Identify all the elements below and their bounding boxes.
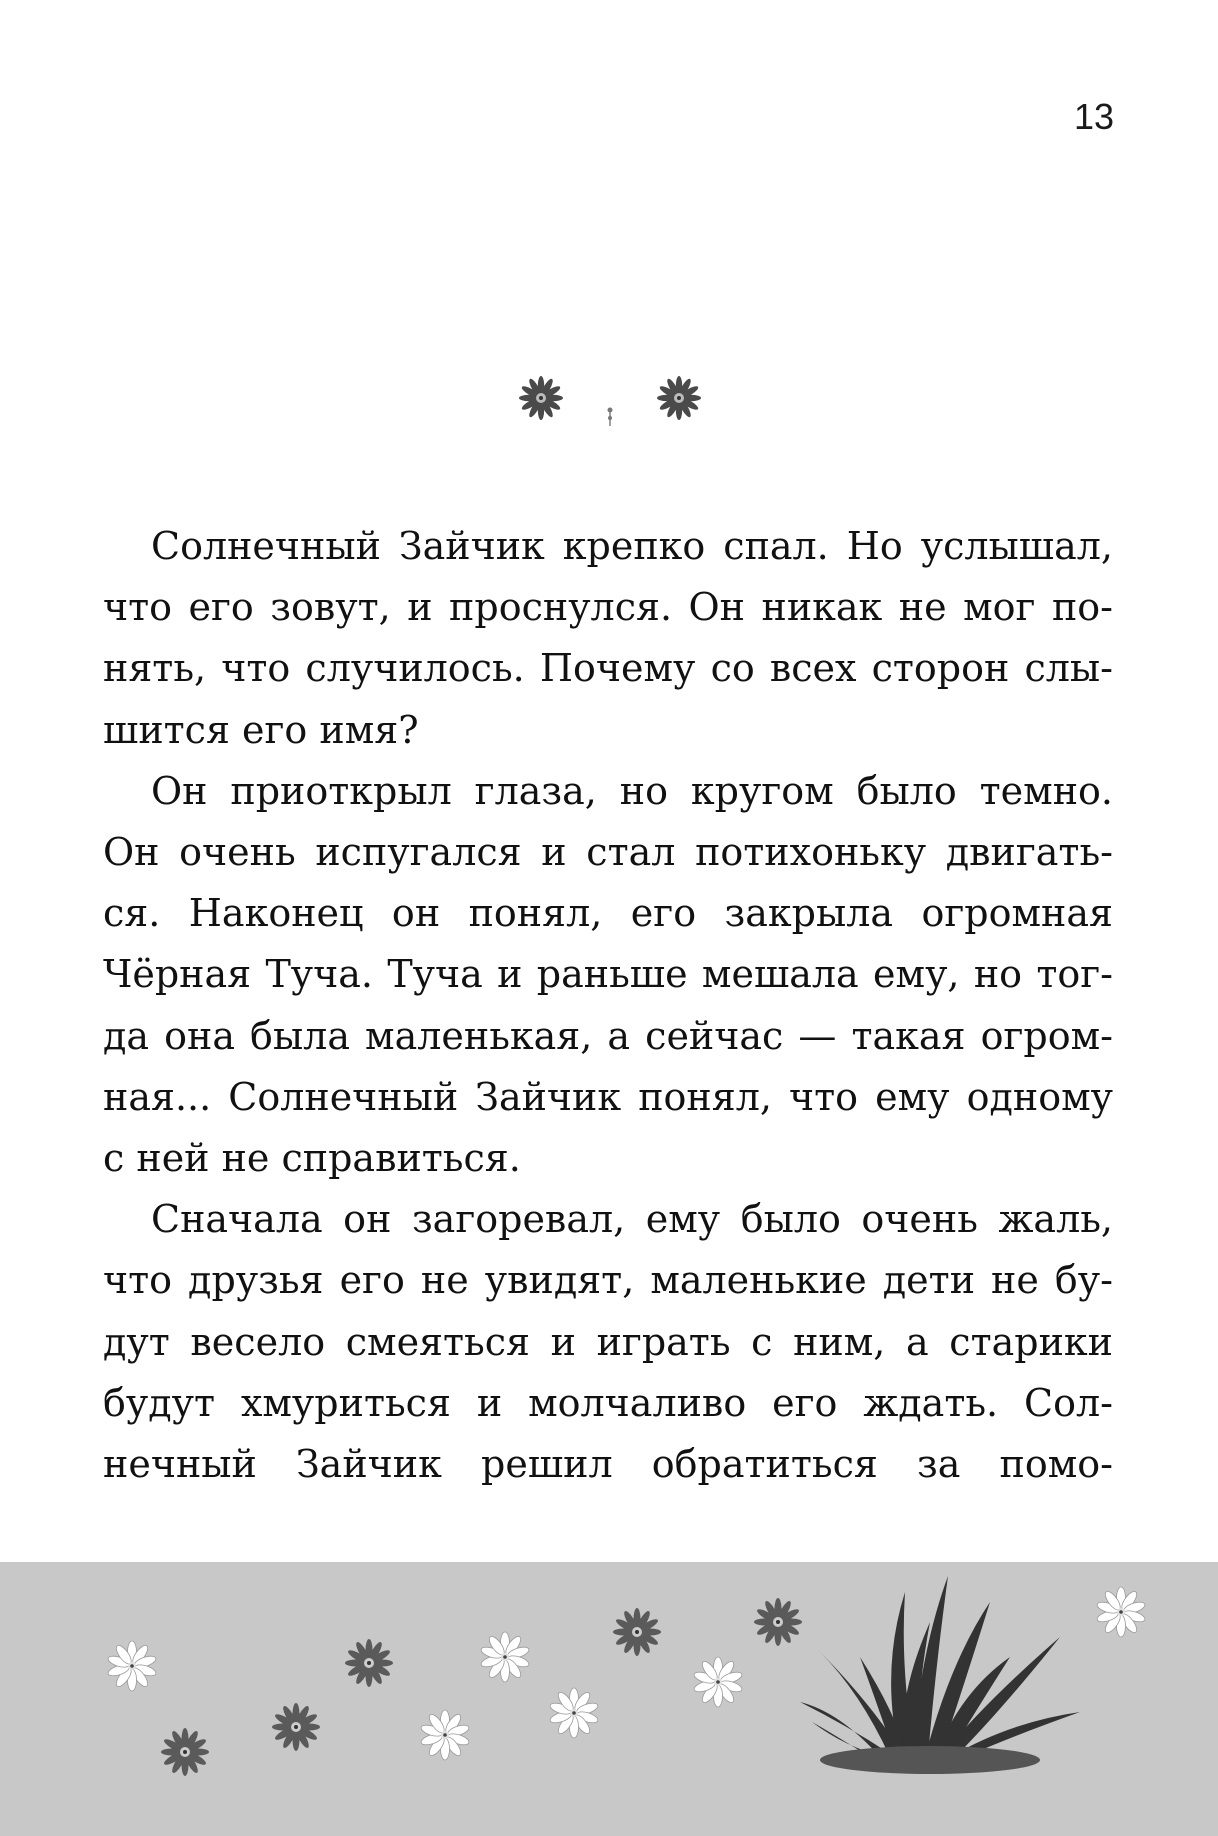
text-line: ная... Солнечный Зайчик понял, что ему одному (103, 1074, 1113, 1119)
story-text (103, 516, 1113, 1495)
text-line: Он очень испугался и стал потихоньку двигать- (103, 830, 1113, 875)
footer-illustration (0, 1562, 1218, 1836)
flower-ornament-icon (514, 372, 714, 452)
paragraph-1 (103, 516, 1113, 761)
grass-and-flowers-icon (0, 1562, 1218, 1836)
text-line: Он приоткрыл глаза, но кругом было темно. (151, 768, 1113, 813)
paragraph-2 (103, 761, 1113, 1189)
text-line: Чёрная Туча. Туча и раньше мешала ему, но тог- (103, 952, 1113, 997)
text-line: да она была маленькая, а сейчас — такая огром- (103, 1013, 1113, 1058)
text-line: шится его имя? (103, 707, 419, 752)
text-line: нечный Зайчик решил обратиться за помо- (103, 1442, 1113, 1487)
text-line: что его зовут, и проснулся. Он никак не мог по- (103, 585, 1113, 630)
text-line: Солнечный Зайчик крепко спал. Но услышал, (151, 524, 1113, 568)
paragraph-3 (103, 1189, 1113, 1495)
text-line: Сначала он загоревал, ему было очень жаль, (151, 1197, 1113, 1242)
text-line: с ней не справиться. (103, 1136, 521, 1181)
text-line: нять, что случилось. Почему со всех сторон слы- (103, 646, 1113, 691)
text-line: что друзья его не увидят, маленькие дети не бу- (103, 1258, 1113, 1303)
page-number: 13 (1073, 96, 1114, 137)
text-line: дут весело смеяться и играть с ним, а старики (103, 1319, 1113, 1364)
text-line: будут хмуриться и молчаливо его ждать. Сол- (103, 1380, 1113, 1425)
text-line: ся. Наконец он понял, его закрыла огромная (103, 891, 1113, 936)
